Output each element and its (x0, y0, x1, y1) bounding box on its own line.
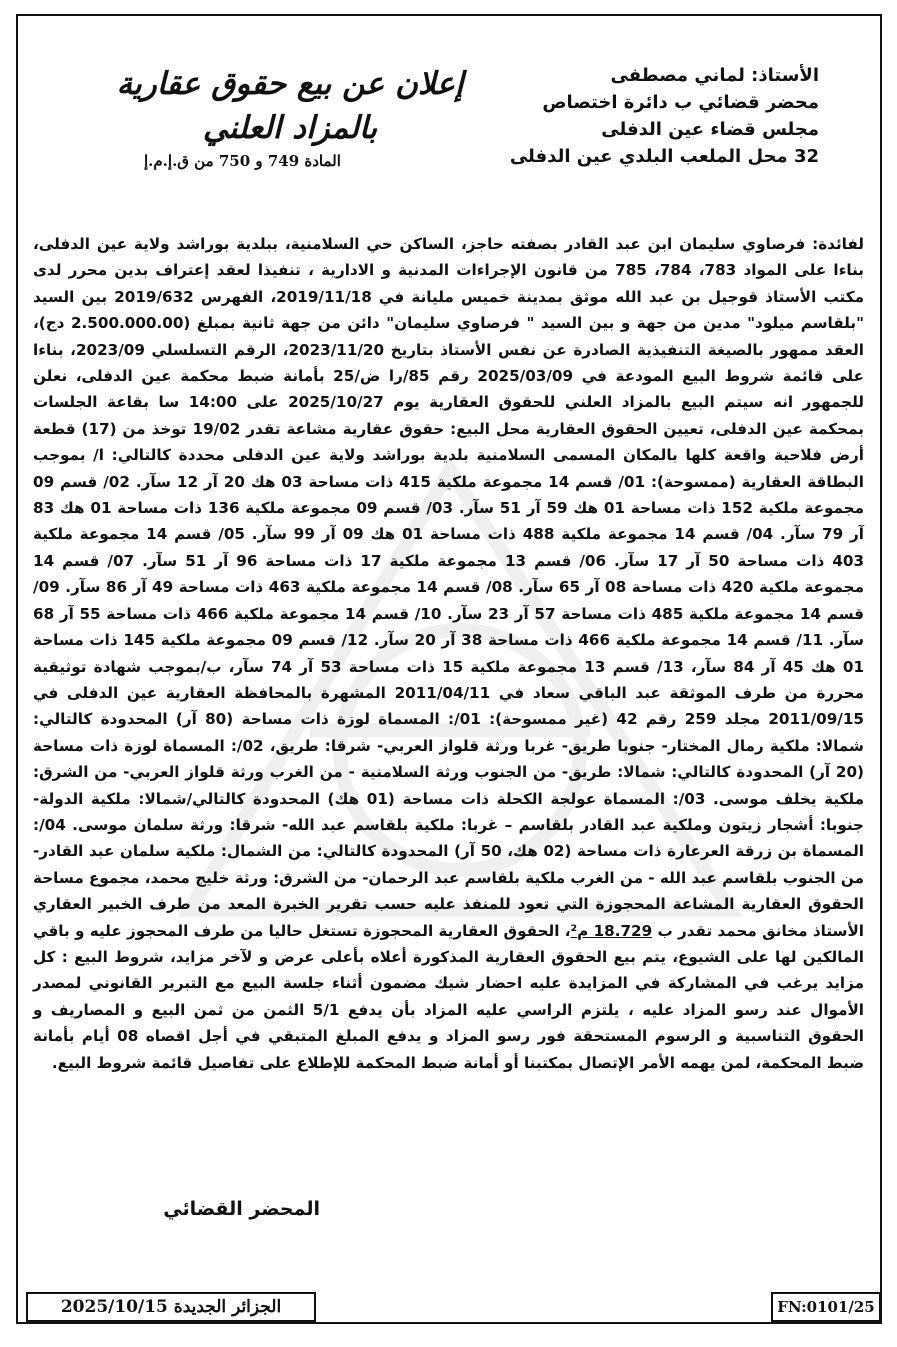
title-line-1: إعلان عن بيع حقوق عقارية (116, 66, 464, 102)
body-main: لفائدة: فرصاوي سليمان ابن عبد القادر بصفته حاجز، الساكن حي السلامنية، ببلدية بوراشد ولاية عين الدفلى، بناءا على المواد 783، 784، 785 من قانون الإجراءات المدنية و الادارية ، تنفيذا لعقد إعتراف بدين محرر لدى مكتب الأستاذ قوجيل بن عبد الله موثق بمدينة خميس مليانة في 2019/11/18، الفهرس 2019/632 بين السيد "بلقاسم ميلود" مدين من جهة و بين السيد " فرصاوي سليمان" دائن من جهة ثانية بمبلغ (2.500.000.00 دج)، العقد ممهور بالصيغة التنفيذية الصادرة عن نفس الأستاذ بتاريخ 2023/11/20، الرقم التسلسلي 2023/09، بناءا على قائمة شروط البيع المودعة في 2025/03/09 رقم 85/را ض/25 بأمانة ضبط محكمة عين الدفلى، نعلن للجمهور انه سيتم البيع بالمزاد العلني للحقوق العقارية يوم 2025/10/27 على 14:00 سا بقاعة الجلسات بمحكمة عين الدفلى، تعيين الحقوق العقارية محل البيع: حقوق عقارية مشاعة تقدر 19/02 توخذ من (17) قطعة أرض فلاحية واقعة كلها بالمكان المسمى السلامنية بلدية بوراشد ولاية عين الدفلى محددة كالتالي: ا/ بموجب البطاقة العقارية (ممسوحة): 01/ قسم 14 مجموعة ملكية 415 ذات مساحة 03 هك 20 آر 12 سآر. 02/ قسم 09 مجموعة ملكية 152 ذات مساحة 01 هك 59 آر 51 سآر. 03/ قسم 09 مجموعة ملكية 136 ذات مساحة 01 هك 83 آر 79 سآر. 04/ قسم 14 مجموعة ملكية 488 ذات مساحة 01 هك 09 آر 99 سآر. 05/ قسم 14 مجموعة ملكية 403 ذات مساحة 50 آر 17 سآر. 06/ قسم 13 مجموعة ملكية 17 ذات مساحة 96 آر 51 سآر. 07/ قسم 14 مجموعة ملكية 420 ذات مساحة 08 آر 65 سآر. 08/ قسم 14 مجموعة ملكية 463 ذات مساحة 49 آر 86 سآر. 09/ قسم 14 مجموعة ملكية 485 ذات مساحة 57 آر 23 سآر. 10/ قسم 14 مجموعة ملكية 466 ذات مساحة 55 آر 68 سآر. 11/ قسم 14 مجموعة ملكية 466 ذات مساحة 38 آر 20 سآر. 12/ قسم 09 مجموعة ملكية 145 ذات مساحة 01 هك 45 آر 84 سآر، 13/ قسم 13 مجموعة ملكية 15 ذات مساحة 53 آر 74 سآر، ب/بموجب شهادة توثيقية محررة من طرف الموثقة عبد الباقي سعاد في 2011/04/11 المشهرة بالمحافظة العقارية عين الدفلى في 2011/09/15 مجلد 259 رقم 42 (غير ممسوحة): 01/: المسماة لوزة ذات مساحة (80 آر) المحدودة كالتالي: شمالا: ملكية رمال المختار- جنوبا طريق- غربا ورثة قلواز العربي- شرقا: طريق، 02/: المسماة لوزة ذات مساحة (20 آر) المحدودة كالتالي: شمالا: طريق- من الجنوب ورثة السلامنية - من الغرب ورثة قلواز العربي- من الشرق: ملكية يخلف موسى. 03/: المسماة عولجة الكحلة ذات مساحة (01 هك) المحدودة كالتالي/شمالا: ملكية الدولة- جنوبا: أشجار زيتون وملكية عبد القادر بلقاسم – غربا: ملكية بلقاسم عبد الله- شرقا: ورثة سلمان موسى. 04/: المسماة بن زرقة العرعارة ذات مساحة (02 هك، 50 آر) المحدودة كالتالي: من الشمال: ملكية سلمان عبد القادر- من الجنوب بلقاسم عبد الله - من الغرب ملكية بلقاسم عبد الرحمان- من الشرق: ورثة خليج محمد، مجموع مساحة الحقوق العقارية المشاعة المحجوزة التي تعود للمنفذ عليه حسب تقرير الخبرة المعد من طرف الخبير العقاري الأستاذ مخانق محمد تقدر ب (33, 235, 865, 940)
signature-label: المحضر القضائي (163, 1198, 320, 1220)
fn-reference-box: FN:0101/25 (771, 1292, 881, 1322)
legal-articles: المادة 749 و 750 من ق.إ.م.إ (144, 152, 341, 170)
newspaper-box: الجزائر الجديدة 2025/10/15 (26, 1292, 316, 1322)
total-area: 18.729 م² (570, 921, 653, 940)
bailiff-header (499, 62, 819, 170)
body-rest: ، الحقوق العقارية المحجوزة تستغل حاليا من طرف المحجوز عليه و باقي المالكين لها على الشيوع، يتم بيع الحقوق العقارية المذكورة أعلاه بأعلى عرض و لآخر مزايد، شروط البيع : كل مزايد يرغب في المشاركة في المزايدة عليه احضار شيك مضمون أثناء جلسة البيع مع التبرير القانوني لمصدر الأموال عند رسو المزاد عليه ، يلتزم الراسي عليه المزاد بأن يدفع 5/1 الثمن من ثمن البيع و المصاريف و الحقوق التناسبية و الرسوم المستحقة فور رسو المزاد و يدفع المبلغ المتبقي في أجل اقصاه 08 أيام بأمانة ضبط المحكمة، لمن يهمه الأمر الإتصال بمكتبنا أو أمانة ضبط المحكمة للإطلاع على تفاصيل قائمة شروط البيع. (33, 921, 864, 1072)
announcement-body (33, 231, 864, 1076)
bailiff-address: 32 محل الملعب البلدي عين الدفلى (509, 146, 819, 167)
title-line-2: بالمزاد العلني (202, 110, 378, 146)
bailiff-name: الأستاذ: لماني مصطفى (610, 65, 819, 86)
bailiff-court: مجلس قضاء عين الدفلى (601, 119, 819, 140)
announcement-title (92, 62, 488, 172)
bailiff-role: محضر قضائي ب دائرة اختصاص (542, 92, 819, 113)
